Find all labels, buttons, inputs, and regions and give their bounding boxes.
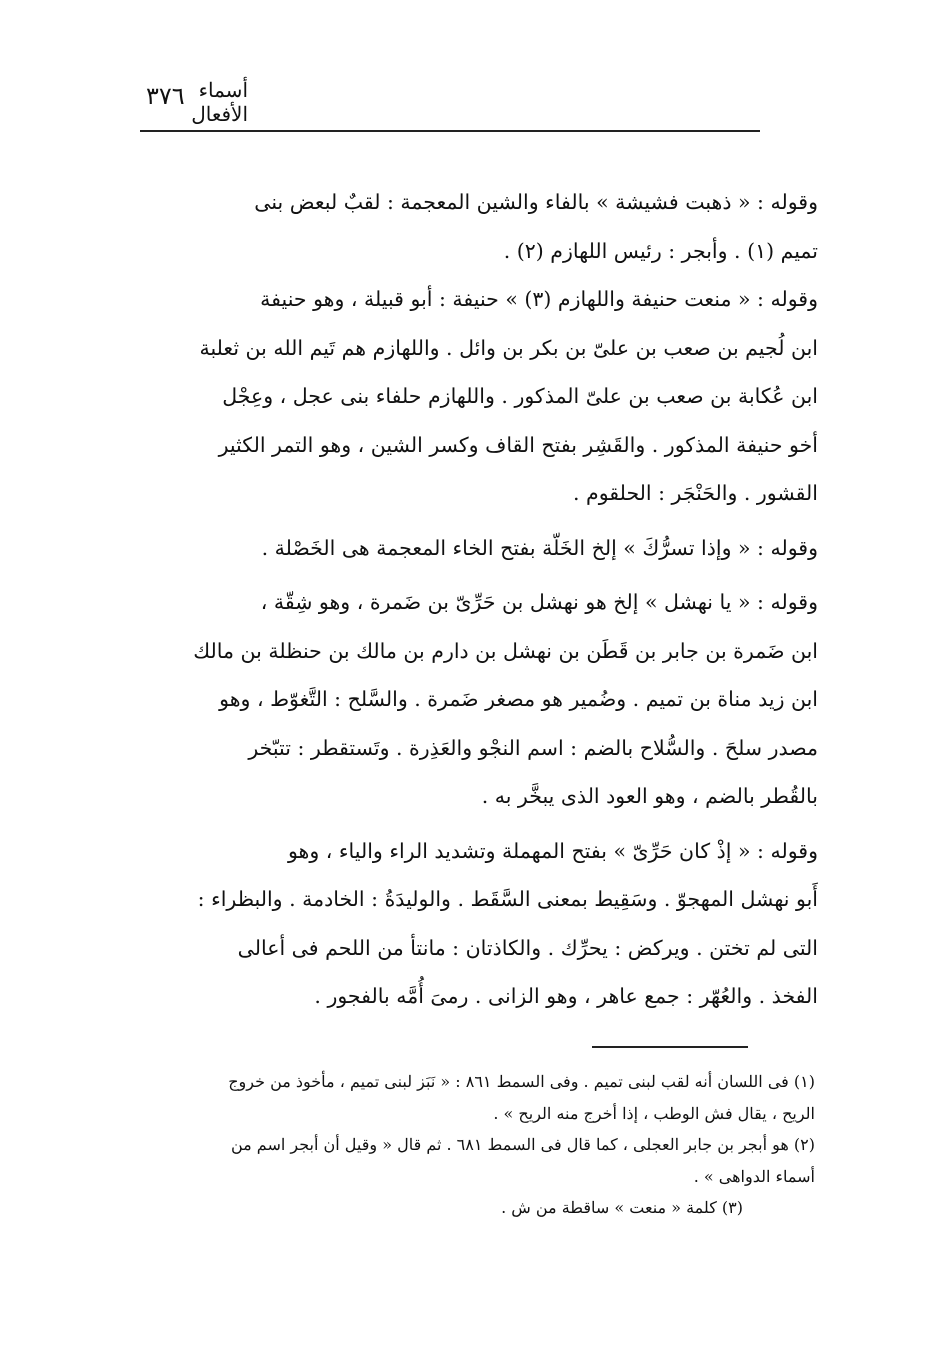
paragraph [110,524,818,573]
text-line: تميم (١) . وأبجر : رئيس اللهازم (٢) . [503,238,818,263]
footnotes [105,1066,815,1224]
footnote-line: (٢) هو أبجر بن جابر العجلى ، كما قال فى السمط ٦٨١ . ثم قال « وقيل أن أبجر اسم من [230,1135,815,1154]
paragraph [110,578,818,821]
text-line: الفخذ . والعُهّر : جمع عاهر ، وهو الزانى . رمىَ أُمَّه بالفجور . [314,984,818,1008]
footnote-line: أسماء الدواهى » . [693,1166,815,1186]
running-title: أسماء الأفعال [191,78,248,126]
text-line: مصدر سلحَ . والسُّلاح بالضم : اسم النجْو والعَذِرة . وتَستقطر : تتبّخر [248,735,818,760]
footnote-line: (٣) كلمة « منعت » ساقطة من ش . [501,1198,743,1217]
text-line: التى لم تختن . ويركض : يحرِّك . والكاذتان : مانتأ من اللحم فى أعالى [237,935,818,960]
footnote-line: الريح ، يقال فش الوطب ، إذا أخرج منه الريح » . [493,1103,815,1123]
text-line: وقوله : « وإذا تسرُّكَ » إلخ الخَلّة بفتح الخاء المعجمة هى الخَصْلة . [261,535,818,560]
main-text [110,178,818,1021]
paragraph [110,275,818,518]
text-line: وقوله : « ذهبت فشيشة » بالفاء والشين المعجمة : لقبٌ لبعض بنى [254,190,818,214]
text-line: ابن لُجيم بن صعب بن علىّ بن بكر بن وائل . واللهازم هم تَيم الله بن ثعلبة [199,335,818,360]
text-line: ابن عُكابة بن صعب بن علىّ المذكور . واللهازم حلفاء بنى عجل ، وعِجْل [222,384,818,408]
text-line: ابن ضَمرة بن جابر بن قَطَن بن نهشل بن دارم بن مالك بن حنظلة بن مالك [193,638,818,663]
footnote-line: (١) فى اللسان أنه لقب لبنى تميم . وفى السمط ٨٦١ : « نَبَز لبنى تميم ، مأخوذ من خروج [228,1072,815,1091]
paragraph [110,178,818,275]
text-line: أخو حنيفة المذكور . والقَشِر بفتح القاف وكسر الشين ، وهو التمر الكثير [218,432,818,457]
running-header [140,70,760,126]
text-line: وقوله : « يا نهشل » إلخ هو نهشل بن حَرِّىّ بن ضَمرة ، وهو شِقّة ، [260,590,818,614]
text-line: أَبو نهشل المهجوّ . وسَقِيط بمعنى السَّقَط . والوليدَةُ : الخادمة . والبظراء : [197,887,818,911]
text-line: بالقُطر بالضم ، وهو العود الذى يبخَّر به . [481,784,818,808]
header-rule [140,130,760,132]
page-number: ٣٧٦ [146,82,185,110]
paragraph [110,827,818,1021]
text-line: وقوله : « منعت حنيفة واللهازم (٣) » حنيفة : أبو قبيلة ، وهو حنيفة [260,287,818,311]
text-line: ابن زيد مناة بن تميم . وضُمير هو مصغر ضَمرة . والسَّلح : التَّغوّط ، وهو [219,687,818,711]
footnote-rule [592,1046,748,1048]
text-line: القشور . والحَنْجَر : الحلقوم . [572,481,818,505]
text-line: وقوله : « إذْ كان حَرِّىّ » بفتح المهملة وتشديد الراء والياء ، وهو [287,838,818,863]
